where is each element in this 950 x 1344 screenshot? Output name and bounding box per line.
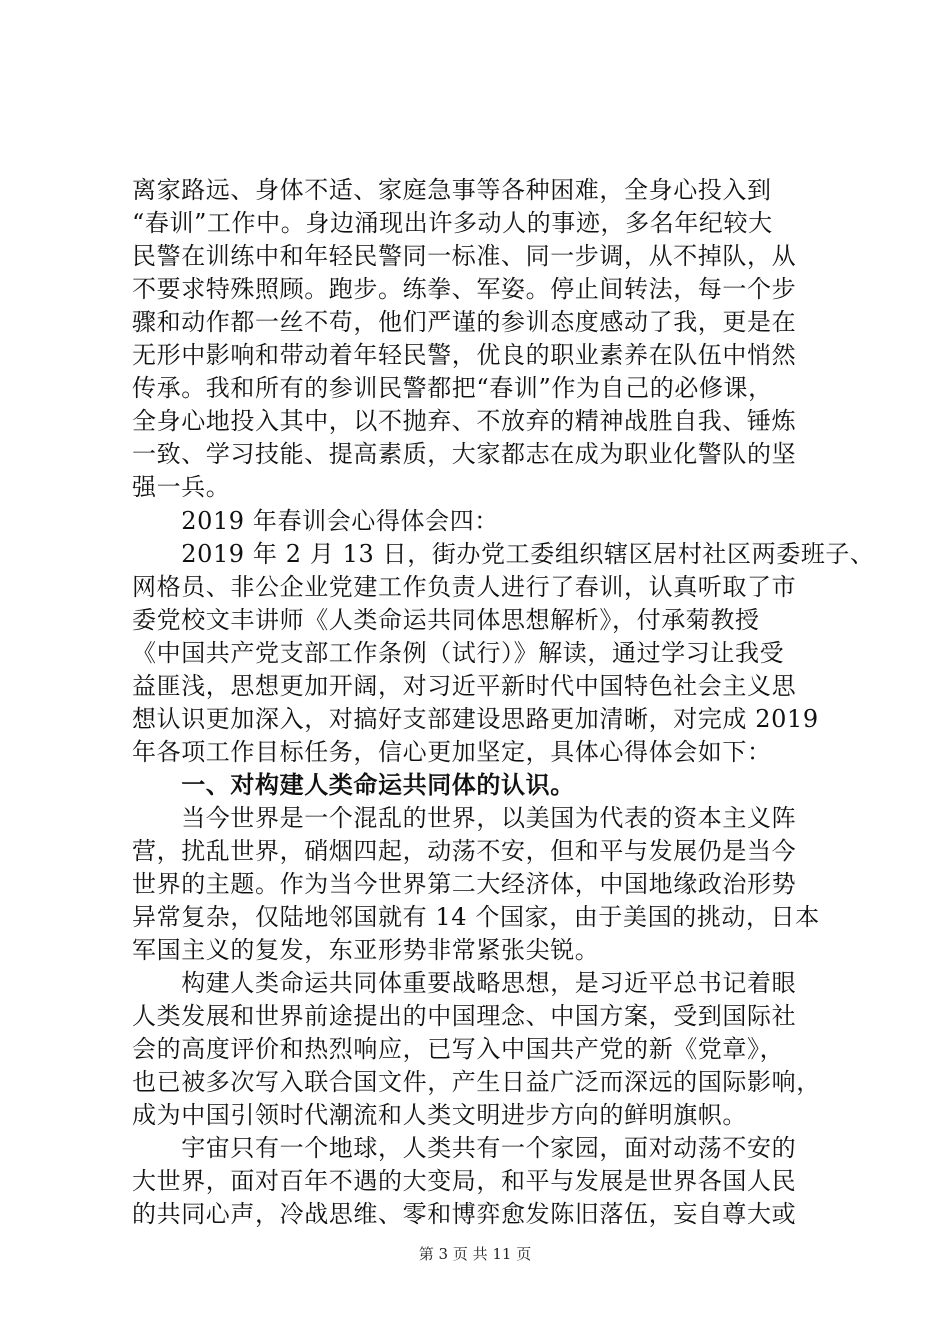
text-line: 构建人类命运共同体重要战略思想，是习近平总书记着眼 (132, 969, 797, 997)
text-line: 网格员、非公企业党建工作负责人进行了春训，认真听取了市 (132, 573, 797, 601)
text-line: 《中国共产党支部工作条例（试行）》解读，通过学习让我受 (132, 639, 785, 667)
text-line: 也已被多次写入联合国文件，产生日益广泛而深远的国际影响， (132, 1068, 821, 1096)
text-line: 民警在训练中和年轻民警同一标准、同一步调，从不掉队，从 (132, 242, 797, 270)
section-title: 2019 年春训会心得体会四： (132, 507, 499, 535)
text-line: 世界的主题。作为当今世界第二大经济体，中国地缘政治形势 (132, 870, 797, 898)
text-line: 无形中影响和带动着年轻民警，优良的职业素养在队伍中悄然 (132, 341, 797, 369)
text-line: 人类发展和世界前途提出的中国理念、中国方案，受到国际社 (132, 1002, 797, 1030)
text-line: 全身心地投入其中，以不抛弃、不放弃的精神战胜自我、锤炼 (132, 407, 797, 435)
text-line: “春训”工作中。身边涌现出许多动人的事迹，多名年纪较大 (132, 209, 773, 237)
text-line: 异常复杂，仅陆地邻国就有 14 个国家，由于美国的挑动，日本 (132, 903, 820, 931)
text-line: 大世界，面对百年不遇的大变局，和平与发展是世界各国人民 (132, 1167, 797, 1195)
text-line: 一致、学习技能、提高素质，大家都志在成为职业化警队的坚 (132, 440, 797, 468)
text-line: 骤和动作都一丝不苟，他们严谨的参训态度感动了我，更是在 (132, 308, 797, 336)
text-line: 宇宙只有一个地球，人类共有一个家园，面对动荡不安的 (132, 1134, 797, 1162)
text-line: 会的高度评价和热烈响应，已写入中国共产党的新《党章》， (132, 1035, 785, 1063)
text-line: 的共同心声，冷战思维、零和博弈愈发陈旧落伍，妄自尊大或 (132, 1200, 797, 1228)
text-line: 2019 年 2 月 13 日，街办党工委组织辖区居村社区两委班子、 (132, 540, 875, 568)
text-line: 成为中国引领时代潮流和人类文明进步方向的鲜明旗帜。 (132, 1101, 747, 1129)
text-line: 年各项工作目标任务，信心更加坚定，具体心得体会如下： (132, 738, 772, 766)
section-heading: 一、对构建人类命运共同体的认识。 (132, 771, 575, 799)
text-line: 离家路远、身体不适、家庭急事等各种困难，全身心投入到 (132, 176, 772, 204)
text-line: 军国主义的复发，东亚形势非常紧张尖锐。 (132, 936, 600, 964)
text-line: 营，扰乱世界，硝烟四起，动荡不安，但和平与发展仍是当今 (132, 837, 797, 865)
text-line: 想认识更加深入，对搞好支部建设思路更加清晰，对完成 2019 (132, 705, 819, 733)
page-footer: 第 3 页 共 11 页 (418, 1245, 532, 1263)
text-line: 益匪浅，思想更加开阔，对习近平新时代中国特色社会主义思 (132, 672, 797, 700)
text-line: 当今世界是一个混乱的世界，以美国为代表的资本主义阵 (132, 804, 797, 832)
text-line: 传承。我和所有的参训民警都把“春训”作为自己的必修课， (132, 374, 773, 402)
text-line: 不要求特殊照顾。跑步。练拳、军姿。停止间转法，每一个步 (132, 275, 797, 303)
text-line: 委党校文丰讲师《人类命运共同体思想解析》，付承菊教授 (132, 606, 760, 634)
text-line: 强一兵。 (132, 473, 231, 501)
